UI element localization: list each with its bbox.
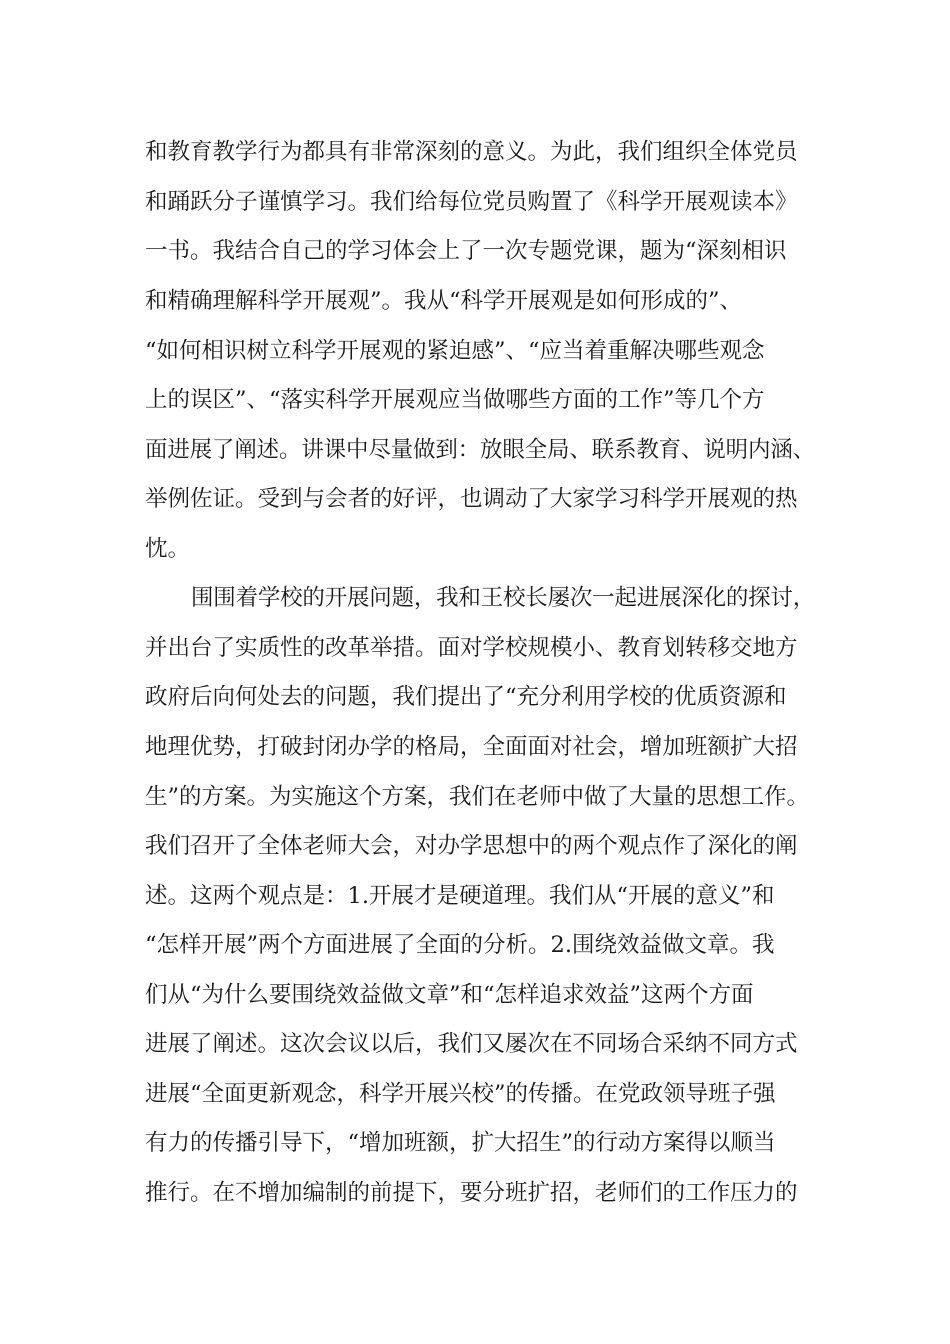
- text-line: 面进展了阐述。讲课中尽量做到：放眼全局、联系教育、说明内涵、: [145, 437, 816, 463]
- text-line: 和精确理解科学开展观”。我从“科学开展观是如何形成的”、: [145, 288, 743, 314]
- text-line: 述。这两个观点是：1.开展才是硬道理。我们从“开展的意义”和: [145, 883, 775, 909]
- text-line: 和踊跃分子谨慎学习。我们给每位党员购置了《科学开展观读本》: [145, 189, 798, 215]
- text-line: 政府后向何处去的问题，我们提出了“充分利用学校的优质资源和: [145, 684, 787, 710]
- paragraph-first-line: 围围着学校的开展问题，我和王校长屡次一起进展深化的探讨，: [191, 585, 816, 611]
- text-line: 地理优势，打破封闭办学的格局，全面面对社会，增加班额扩大招: [145, 734, 798, 760]
- text-line: “如何相识树立科学开展观的紧迫感”、“应当着重解决哪些观念: [145, 338, 765, 364]
- text-line: 忱。: [145, 536, 191, 562]
- text-line: 和教育教学行为都具有非常深刻的意义。为此，我们组织全体党员: [145, 139, 798, 165]
- text-line: 举例佐证。受到与会者的好评，也调动了大家学习科学开展观的热: [145, 486, 798, 512]
- text-line: “怎样开展”两个方面进展了全面的分析。2.围绕效益做文章。我: [145, 932, 775, 958]
- text-line: 有力的传播引导下，“增加班额，扩大招生”的行动方案得以顺当: [145, 1130, 776, 1156]
- text-line: 一书。我结合自己的学习体会上了一次专题党课，题为“深刻相识: [145, 238, 787, 264]
- text-line: 上的误区”、“落实科学开展观应当做哪些方面的工作”等几个方: [145, 387, 765, 413]
- text-line: 推行。在不增加编制的前提下，要分班扩招，老师们的工作压力的: [145, 1180, 798, 1206]
- text-line: 们从“为什么要围绕效益做文章”和“怎样追求效益”这两个方面: [145, 982, 754, 1008]
- text-line: 并出台了实质性的改革举措。面对学校规模小、教育划转移交地方: [145, 635, 798, 661]
- text-line: 进展“全面更新观念，科学开展兴校”的传播。在党政领导班子强: [145, 1081, 776, 1107]
- text-line: 我们召开了全体老师大会，对办学思想中的两个观点作了深化的阐: [145, 833, 798, 859]
- text-line: 进展了阐述。这次会议以后，我们又屡次在不同场合采纳不同方式: [145, 1031, 798, 1057]
- text-line: 生”的方案。为实施这个方案，我们在老师中做了大量的思想工作。: [145, 784, 810, 810]
